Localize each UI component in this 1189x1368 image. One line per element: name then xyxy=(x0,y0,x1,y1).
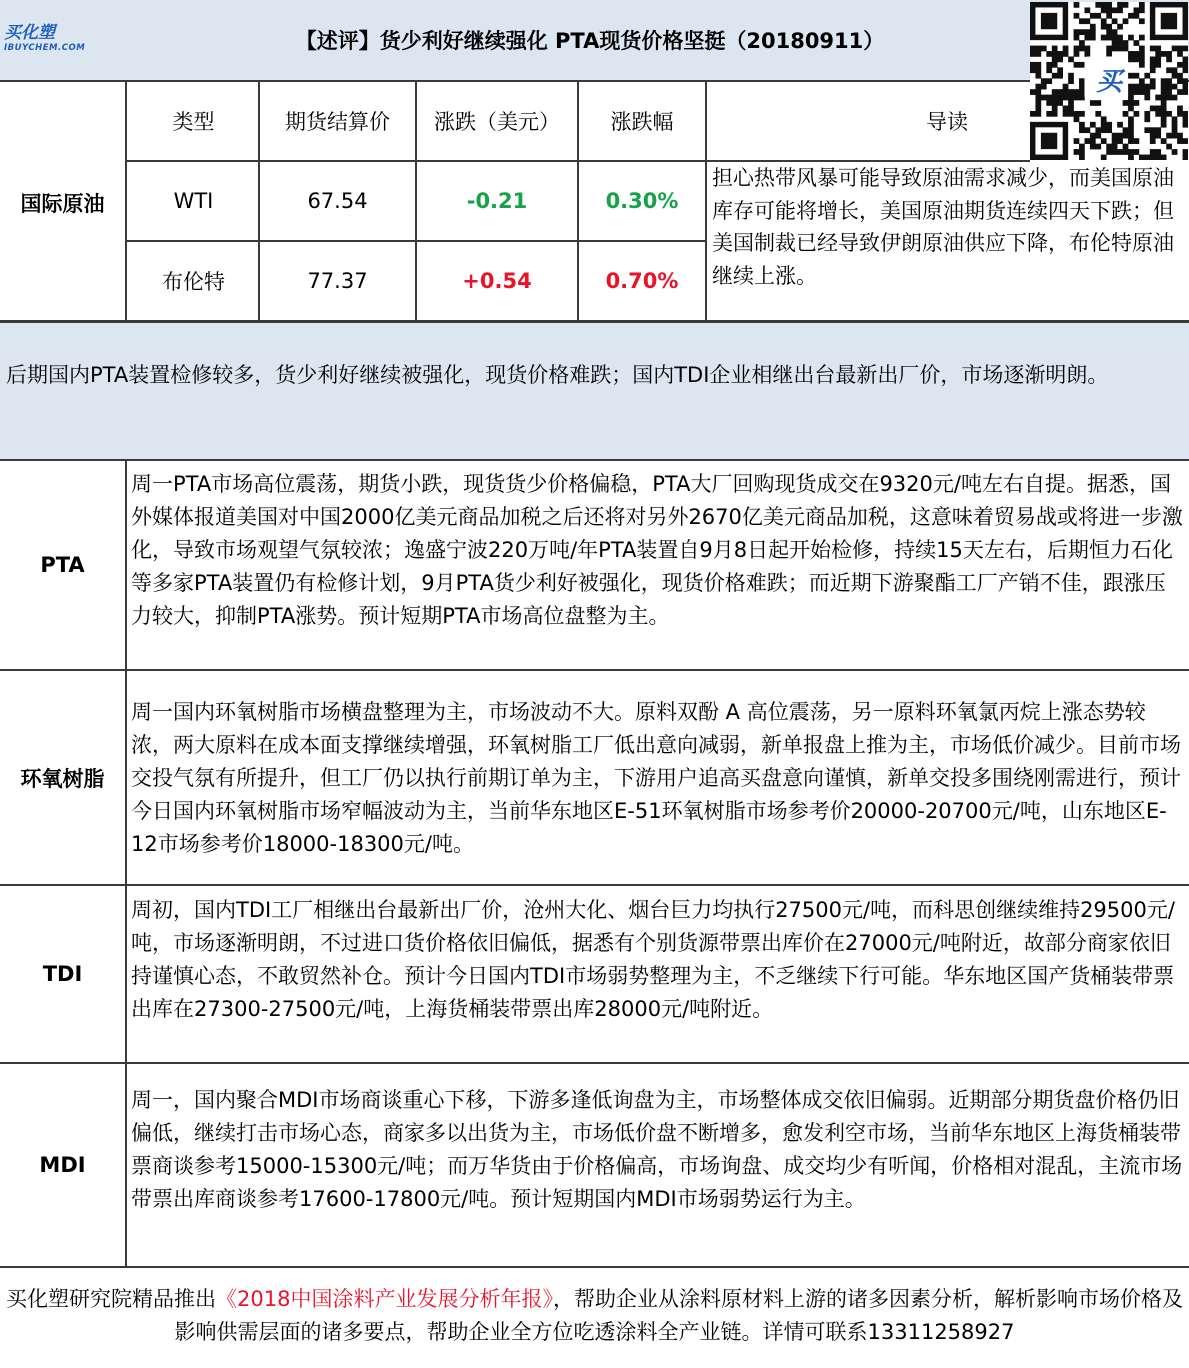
footer-suffix: ，帮助企业从涂料原材料上游的诸多因素分析，解析影响市场价格及影响供需层面的诸多要点，帮助企业全方位吃透涂料全产业链。详情可联系13311258927 xyxy=(174,1287,1183,1344)
section-text-epoxy: 周一国内环氧树脂市场横盘整理为主，市场波动不大。原料双酚 A 高位震荡，另一原料环氧氯丙烷上涨态势较浓，两大原料在成本面支撑继续增强，环氧树脂工厂低出意向减弱，新单报盘上推为主，市场低价减少。目前市场交投气氛有所提升，但工厂仍以执行前期订单为主，下游用户追高买盘意向谨慎，新单交投多围绕刚需进行，预计今日国内环氧树脂市场窄幅波动为主，当前华东地区E-51环氧树脂市场参考价20000-20700元/吨，山东地区E-12市场参考价18000-18300元/吨。 xyxy=(131,700,1181,856)
header-type: 类型 xyxy=(172,110,215,134)
section-text-mdi: 周一，国内聚合MDI市场商谈重心下移，下游多逢低询盘为主，市场整体成交依旧偏弱。近期部分期货盘价格仍旧偏低，继续打击市场心态，商家多以出货为主，市场低价盘不断增多，愈发利空市场，当前华东地区上海货桶装带票商谈参考15000-15300元/吨；而万华货由于价格偏高，市场询盘、成交均少有听闻，价格相对混乱，主流市场带票出库商谈参考17600-17800元/吨。预计短期国内MDI市场弱势运行为主。 xyxy=(131,1088,1183,1211)
header-settle-price: 期货结算价 xyxy=(285,110,390,134)
section-mdi xyxy=(0,1064,1189,1268)
wti-settle-price: 67.54 xyxy=(307,189,368,213)
crude-oil-table xyxy=(0,82,1189,323)
wti-change-pct: 0.30% xyxy=(605,189,679,213)
header-change-pct: 涨跌幅 xyxy=(610,110,674,134)
wti-change: -0.21 xyxy=(466,189,528,213)
footer-prefix: 买化塑研究院精品推出 xyxy=(6,1287,217,1311)
qr-badge-text: 买 xyxy=(1095,67,1123,97)
report-header xyxy=(0,0,1189,82)
header-guide: 导读 xyxy=(926,110,968,134)
section-tdi xyxy=(0,886,1189,1064)
oil-guide-text: 担心热带风暴可能导致原油需求减少，而美国原油库存可能将增长，美国原油期货连续四天下跌；但美国制裁已经导致伊朗原油供应下降，布伦特原油继续上涨。 xyxy=(712,166,1174,288)
oil-section-label: 国际原油 xyxy=(0,82,127,323)
wti-type: WTI xyxy=(173,189,214,213)
brent-settle-price: 77.37 xyxy=(307,269,368,293)
logo-text-cn: 买化塑 xyxy=(4,23,55,43)
brand-logo[interactable] xyxy=(4,24,104,56)
brent-type: 布伦特 xyxy=(162,270,225,294)
market-summary xyxy=(0,323,1189,461)
header-change: 涨跌（美元） xyxy=(434,110,560,134)
promo-footer xyxy=(0,1268,1189,1368)
section-text-pta: 周一PTA市场高位震荡，期货小跌，现货货少价格偏稳，PTA大厂回购现货成交在9320元/吨左右自提。据悉，国外媒体报道美国对中国2000亿美元商品加税之后还将对另外2670亿美元商品加税，这意味着贸易战或将进一步激化，导致市场观望气氛较浓；逸盛宁波220万吨/年PTA装置自9月8日起开始检修，持续15天左右，后期恒力石化等多家PTA装置仍有检修计划，9月PTA货少利好被强化，现货价格难跌；而近期下游聚酯工厂产销不佳，跟涨压力较大，抑制PTA涨势。预计短期PTA市场高位盘整为主。 xyxy=(131,472,1183,628)
section-label-tdi: TDI xyxy=(0,886,127,1062)
brent-change: +0.54 xyxy=(462,269,532,293)
report-title: 【述评】货少利好继续强化 PTA现货价格坚挺（20180911） xyxy=(295,29,885,53)
section-pta xyxy=(0,461,1189,671)
section-label-pta: PTA xyxy=(0,461,127,669)
logo-text-en: IBUYCHEM.COM xyxy=(4,43,86,53)
section-label-mdi: MDI xyxy=(0,1064,127,1266)
section-epoxy xyxy=(0,671,1189,886)
brent-change-pct: 0.70% xyxy=(605,269,679,293)
section-text-tdi: 周初，国内TDI工厂相继出台最新出厂价，沧州大化、烟台巨力均执行27500元/吨，而科思创继续维持29500元/吨，市场逐渐明朗，不过进口货价格依旧偏低，据悉有个别货源带票出库价在27000元/吨附近，故部分商家依旧持谨慎心态，不敢贸然补仓。预计今日国内TDI市场弱势整理为主，不乏继续下行可能。华东地区国产货桶装带票出库在27300-27500元/吨，上海货桶装带票出库28000元/吨附近。 xyxy=(131,898,1175,1021)
section-label-epoxy: 环氧树脂 xyxy=(0,671,127,884)
annual-report-link[interactable]: 《2018中国涂料产业发展分析年报》 xyxy=(216,1287,553,1311)
summary-text: 后期国内PTA装置检修较多，货少利好继续被强化，现货价格难跌；国内TDI企业相继出台最新出厂价，市场逐渐明朗。 xyxy=(6,363,1109,387)
